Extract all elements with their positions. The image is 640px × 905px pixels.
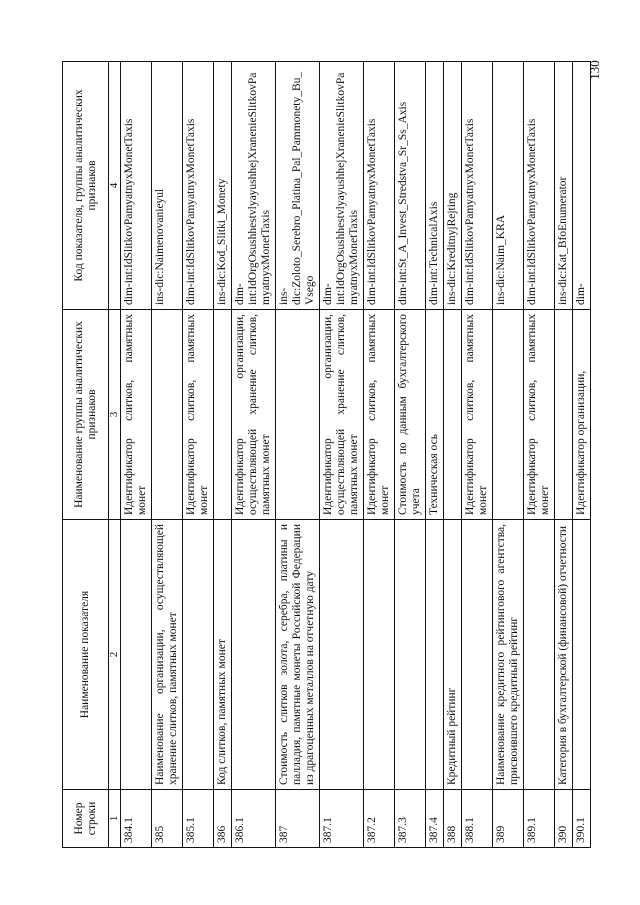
group-name-cell xyxy=(152,310,183,520)
code-cell: dim-int:TechnicalAxis xyxy=(426,62,444,310)
group-name-cell: Идентификатор слитков, памятных монет xyxy=(183,310,214,520)
row-number-cell: 387 xyxy=(276,790,320,848)
code-cell: dim-int:IdSlitkovPamyatnyxMonetTaxis xyxy=(183,62,214,310)
row-number-cell: 387.3 xyxy=(395,790,426,848)
code-cell: ins-dic:Naim_KRA xyxy=(493,62,524,310)
table-row xyxy=(462,62,493,848)
page-number: 130 xyxy=(587,60,602,80)
group-name-cell: Идентификатор организации, осуществляющей хранение слитков, памятных монет xyxy=(320,310,364,520)
indicator-name-cell xyxy=(232,520,276,790)
table-row xyxy=(524,62,555,848)
code-cell: ins-dic:Naimenovanieyul xyxy=(152,62,183,310)
column-number: 2 xyxy=(109,520,121,790)
table-row xyxy=(276,62,320,848)
column-number: 4 xyxy=(109,62,121,310)
indicator-name-cell xyxy=(121,520,152,790)
table-frame xyxy=(62,62,587,848)
group-name-cell xyxy=(444,310,462,520)
table-row xyxy=(395,62,426,848)
indicator-name-cell: Наименование организации, осуществляющей хранение слитков, памятных монет xyxy=(152,520,183,790)
row-number-cell: 386.1 xyxy=(232,790,276,848)
indicator-name-cell: Наименование кредитного рейтингового агентства, присвоившего кредитный рейтинг xyxy=(493,520,524,790)
indicator-name-cell xyxy=(462,520,493,790)
table-row xyxy=(364,62,395,848)
code-cell: dim-int:IdOrgOsushhestvlyayushhejXranenieSlitkovPamyatnyxMonetTaxis xyxy=(232,62,276,310)
row-number-cell: 387.4 xyxy=(426,790,444,848)
code-cell: dim- xyxy=(573,62,591,310)
header-indicator-name: Наименование показателя xyxy=(63,520,109,790)
code-cell: dim-int:IdSlitkovPamyatnyxMonetTaxis xyxy=(364,62,395,310)
indicator-name-cell xyxy=(183,520,214,790)
group-name-cell: Идентификатор организации, осуществляющей хранение слитков, памятных монет xyxy=(232,310,276,520)
row-number-cell: 388 xyxy=(444,790,462,848)
table-body xyxy=(121,62,591,848)
table-row xyxy=(232,62,276,848)
table-row xyxy=(214,62,232,848)
group-name-cell: Техническая ось xyxy=(426,310,444,520)
indicator-table xyxy=(62,61,591,848)
code-cell: ins-dic:KreditnyjRejting xyxy=(444,62,462,310)
row-number-cell: 389 xyxy=(493,790,524,848)
code-cell: dim-int:IdOrgOsushhestvlyayushhejXranenieSlitkovPamyatnyxMonetTaxis xyxy=(320,62,364,310)
code-cell: ins-dic:Kat_BfoEnumerator xyxy=(555,62,573,310)
group-name-cell: Идентификатор организации, xyxy=(573,310,591,520)
table-row xyxy=(320,62,364,848)
group-name-cell: Идентификатор слитков, памятных монет xyxy=(364,310,395,520)
group-name-cell xyxy=(214,310,232,520)
row-number-cell: 386 xyxy=(214,790,232,848)
indicator-name-cell: Кредитный рейтинг xyxy=(444,520,462,790)
indicator-name-cell: Код слитков, памятных монет xyxy=(214,520,232,790)
rotated-table-container xyxy=(62,62,587,848)
header-row-number: Номер строки xyxy=(63,790,109,848)
group-name-cell xyxy=(493,310,524,520)
row-number-cell: 385 xyxy=(152,790,183,848)
indicator-name-cell: Категория в бухгалтерской (финансовой) отчетности xyxy=(555,520,573,790)
column-number: 1 xyxy=(109,790,121,848)
row-number-cell: 390.1 xyxy=(573,790,591,848)
indicator-name-cell xyxy=(364,520,395,790)
code-cell: dim-int:IdSlitkovPamyatnyxMonetTaxis xyxy=(524,62,555,310)
table-row xyxy=(444,62,462,848)
group-name-cell: Идентификатор слитков, памятных монет xyxy=(121,310,152,520)
row-number-cell: 387.2 xyxy=(364,790,395,848)
code-cell: ins-dic:Zoloto_Serebro_Platina_Pal_Pammonety_Bu_Vsego xyxy=(276,62,320,310)
table-row xyxy=(183,62,214,848)
group-name-cell: Стоимость по данным бухгалтерского учета xyxy=(395,310,426,520)
code-cell: dim-int:IdSlitkovPamyatnyxMonetTaxis xyxy=(462,62,493,310)
indicator-name-cell xyxy=(573,520,591,790)
code-cell: ins-dic:Kod_Slitki_Monety xyxy=(214,62,232,310)
indicator-name-cell xyxy=(395,520,426,790)
indicator-name-cell xyxy=(524,520,555,790)
indicator-name-cell xyxy=(320,520,364,790)
group-name-cell xyxy=(276,310,320,520)
row-number-cell: 387.1 xyxy=(320,790,364,848)
code-cell: dim-int:IdSlitkovPamyatnyxMonetTaxis xyxy=(121,62,152,310)
table-row xyxy=(573,62,591,848)
column-number: 3 xyxy=(109,310,121,520)
indicator-name-cell xyxy=(426,520,444,790)
table-row xyxy=(493,62,524,848)
table-row xyxy=(555,62,573,848)
code-cell: dim-int:St_A_Invest_Stredstva_Sr_Ss_Axis xyxy=(395,62,426,310)
table-row xyxy=(426,62,444,848)
row-number-cell: 384.1 xyxy=(121,790,152,848)
row-number-cell: 388.1 xyxy=(462,790,493,848)
row-number-cell: 389.1 xyxy=(524,790,555,848)
indicator-name-cell: Стоимость слитков золота, серебра, платины и палладия, памятные монеты Российской Федерации из драгоценных металлов на отчетную дату xyxy=(276,520,320,790)
header-code: Код показателя, группы аналитических признаков xyxy=(63,62,109,310)
table-row xyxy=(121,62,152,848)
table-row xyxy=(152,62,183,848)
row-number-cell: 385.1 xyxy=(183,790,214,848)
group-name-cell xyxy=(555,310,573,520)
group-name-cell: Идентификатор слитков, памятных монет xyxy=(462,310,493,520)
header-group-name: Наименование группы аналитических признаков xyxy=(63,310,109,520)
row-number-cell: 390 xyxy=(555,790,573,848)
group-name-cell: Идентификатор слитков, памятных монет xyxy=(524,310,555,520)
